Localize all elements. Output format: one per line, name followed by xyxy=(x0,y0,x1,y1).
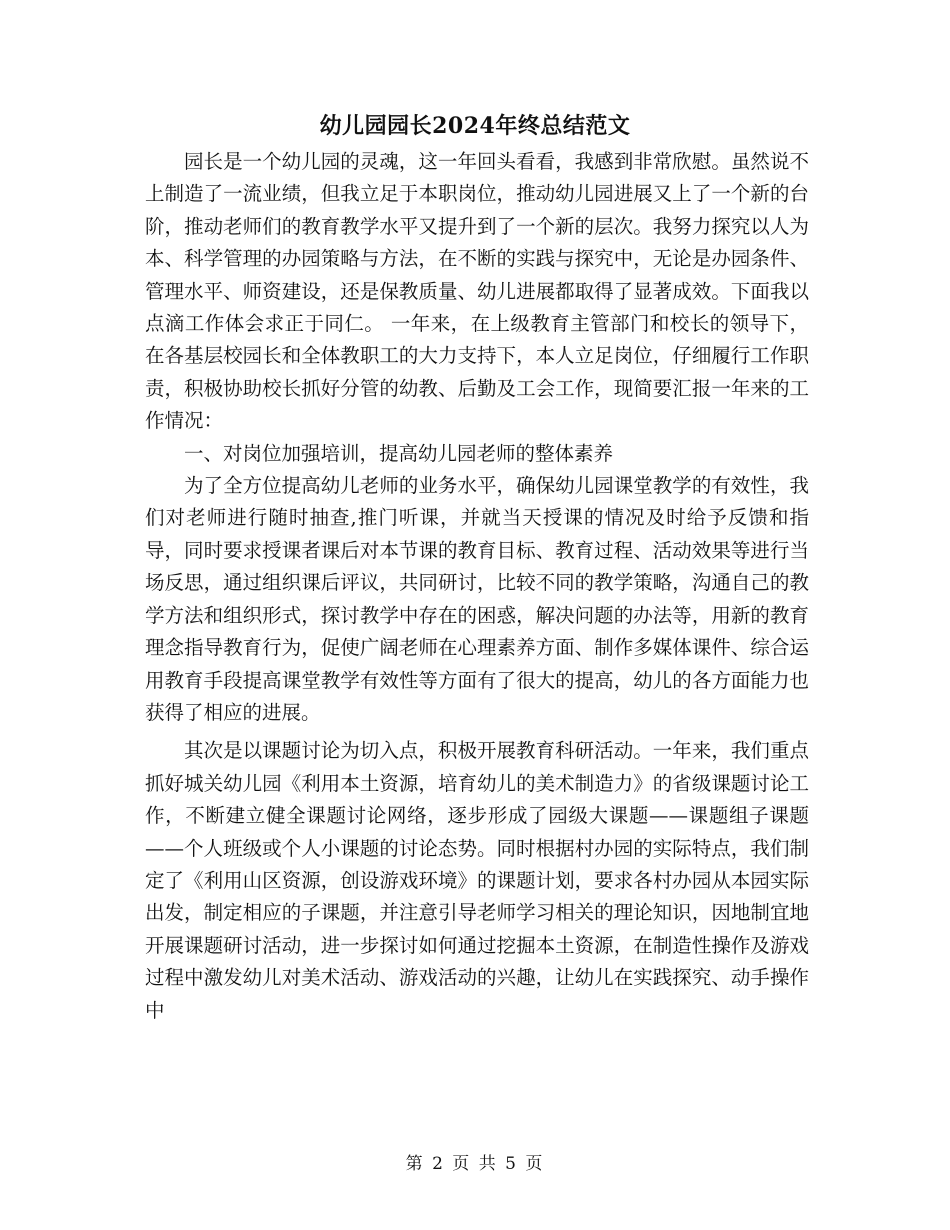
page-number: 第 2 页 共 5 页 xyxy=(405,1154,545,1174)
section-heading-1: 一、对岗位加强培训，提高幼儿园老师的整体素养 xyxy=(184,441,614,465)
paragraph-training: 为了全方位提高幼儿老师的业务水平，确保幼儿园课堂教学的有效性，我们对老师进行随时抽查,推门听课，并就当天授课的情况及时给予反馈和指导，同时要求授课者课后对本节课的教育目标、教育过程、活动效果等进行当场反思，通过组织课后评议，共同研讨，比较不同的教学策略，沟通自己的教学方法和组织形式，探讨教学中存在的困惑，解决问题的办法等，用新的教育理念指导教育行为，促使广阔老师在心理素养方面、制作多媒体课件、综合运用教育手段提高课堂教学有效性等方面有了很大的提高，幼儿的各方面能力也获得了相应的进展。 xyxy=(145,474,809,724)
document-body xyxy=(145,146,809,1027)
paragraph-intro: 园长是一个幼儿园的灵魂，这一年回头看看，我感到非常欣慰。虽然说不上制造了一流业绩，但我立足于本职岗位，推动幼儿园进展又上了一个新的台阶，推动老师们的教育教学水平又提升到了一个新的层次。我努力探究以人为本、科学管理的办园策略与方法，在不断的实践与探究中，无论是办园条件、管理水平、师资建设，还是保教质量、幼儿进展都取得了显著成效。下面我以点滴工作体会求正于同仁。 一年来，在上级教育主管部门和校长的领导下，在各基层校园长和全体教职工的大力支持下，本人立足岗位，仔细履行工作职责，积极协助校长抓好分管的幼教、后勤及工会工作，现简要汇报一年来的工作情况： xyxy=(145,150,809,433)
document-title: 幼儿园园长2024年终总结范文 xyxy=(319,113,631,139)
paragraph-research: 其次是以课题讨论为切入点，积极开展教育科研活动。一年来，我们重点抓好城关幼儿园《利用本土资源，培育幼儿的美术制造力》的省级课题讨论工作，不断建立健全课题讨论网络，逐步形成了园级大课题——课题组子课题——个人班级或个人小课题的讨论态势。同时根据村办园的实际特点，我们制定了《利用山区资源，创设游戏环境》的课题计划，要求各村办园从本园实际出发，制定相应的子课题，并注意引导老师学习相关的理论知识，因地制宜地开展课题研讨活动，进一步探讨如何通过挖掘本土资源，在制造性操作及游戏过程中激发幼儿对美术活动、游戏活动的兴趣，让幼儿在实践探究、动手操作中 xyxy=(145,739,809,1022)
